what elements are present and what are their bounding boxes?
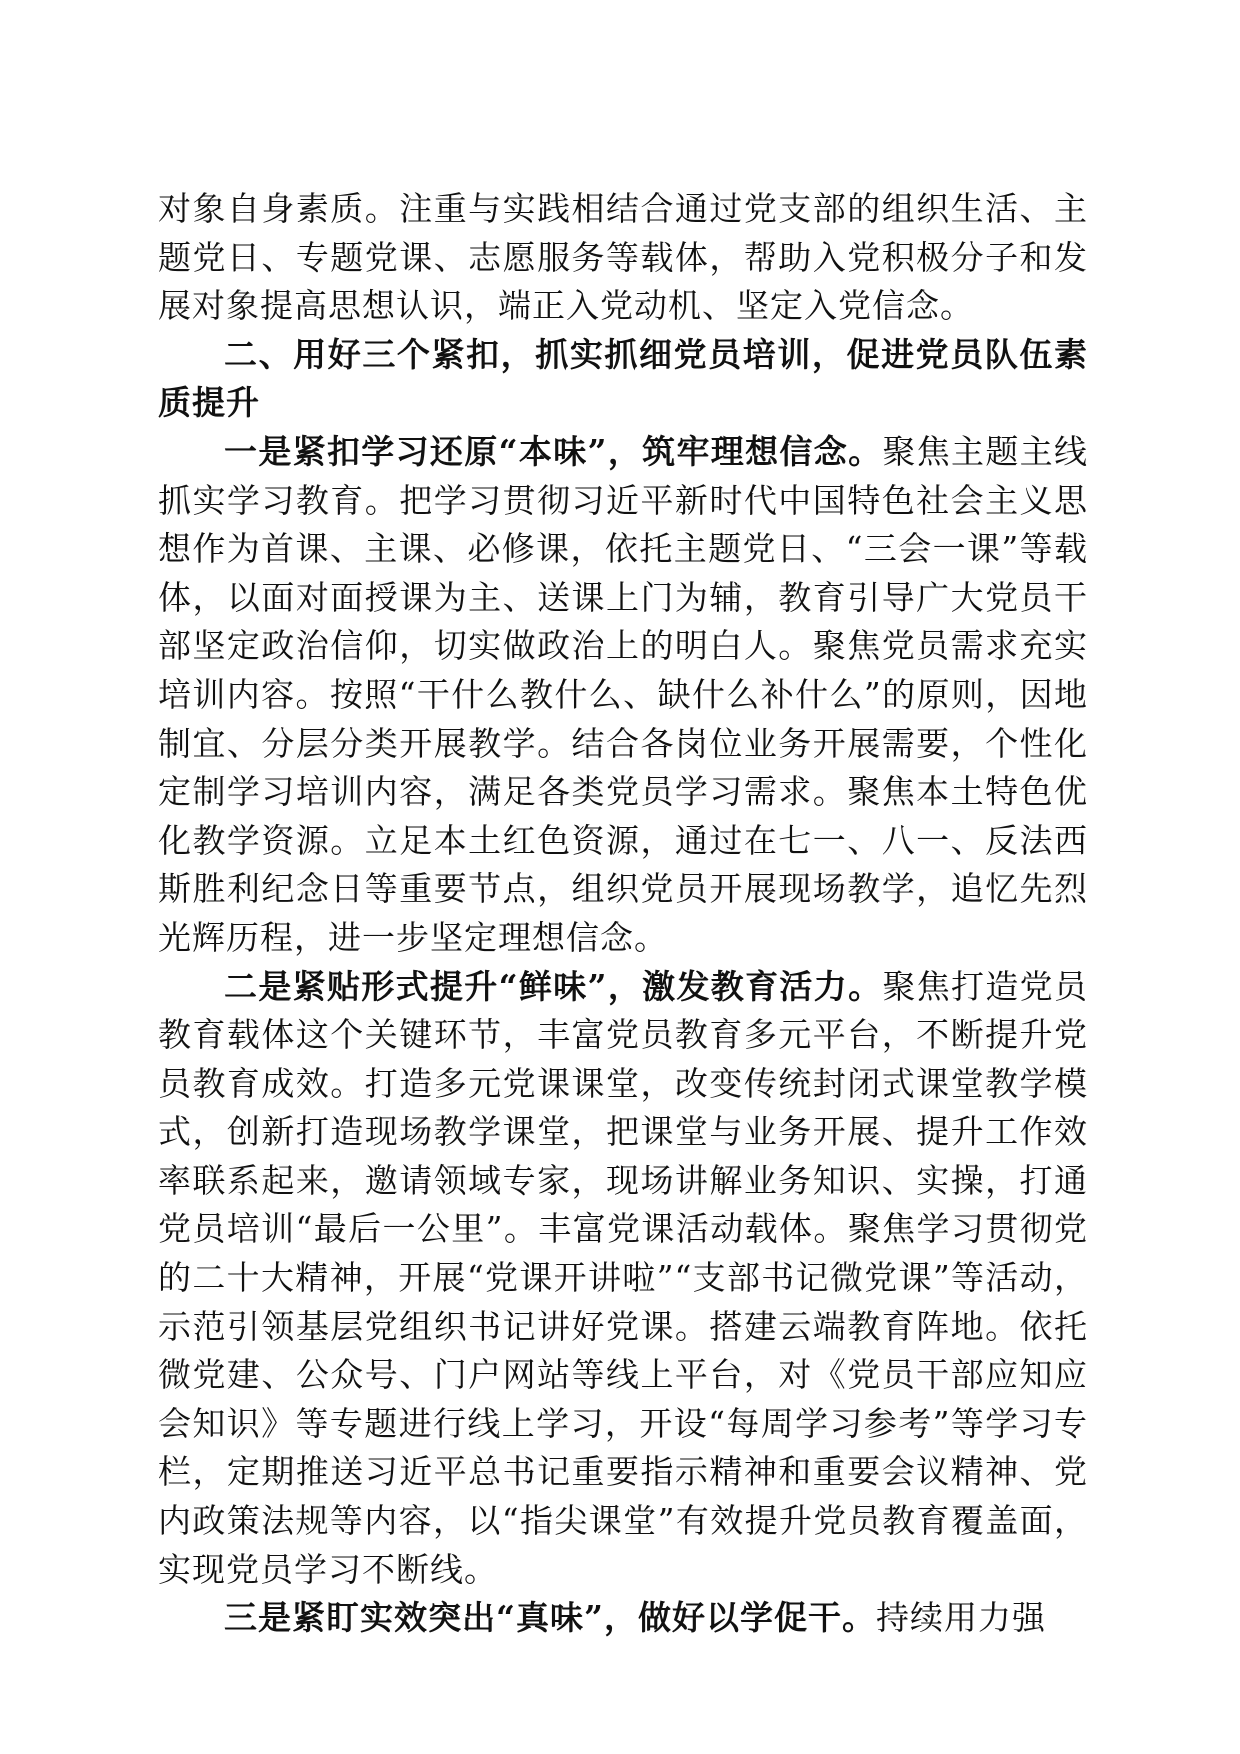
paragraph-text: 聚焦打造党员教育载体这个关键环节，丰富党员教育多元平台，不断提升党员教育成效。打造多元党课课堂，改变传统封闭式课堂教学模式，创新打造现场教学课堂，把课堂与业务开展、提升工作效率联系起来，邀请领域专家，现场讲解业务知识、实操，打通党员培训“最后一公里”。丰富党课活动载体。聚焦学习贯彻党的二十大精神，开展“党课开讲啦”“支部书记微党课”等活动，示范引领基层党组织书记讲好党课。搭建云端教育阵地。依托微党建、公众号、门户网站等线上平台，对《党员干部应知应会知识》等专题进行线上学习，开设“每周学习参考”等学习专栏，定期推送习近平总书记重要指示精神和重要会议精神、党内政策法规等内容，以“指尖课堂”有效提升党员教育覆盖面，实现党员学习不断线。 bbox=[158, 966, 1088, 1589]
paragraph-point-two bbox=[158, 963, 1088, 1595]
paragraph-point-one bbox=[158, 428, 1088, 963]
paragraph-lead: 一是紧扣学习还原“本味”，筑牢理想信念。 bbox=[224, 431, 883, 471]
paragraph-lead: 二是紧贴形式提升“鲜味”，激发教育活力。 bbox=[224, 966, 883, 1006]
paragraph-point-three bbox=[158, 1594, 1088, 1643]
paragraph-text: 对象自身素质。注重与实践相结合通过党支部的组织生活、主题党日、专题党课、志愿服务等载体，帮助入党积极分子和发展对象提高思想认识，端正入党动机、坚定入党信念。 bbox=[158, 189, 1088, 326]
paragraph-continued bbox=[158, 185, 1088, 331]
paragraph-text: 聚焦主题主线抓实学习教育。把学习贯彻习近平新时代中国特色社会主义思想作为首课、主课、必修课，依托主题党日、“三会一课”等载体，以面对面授课为主、送课上门为辅，教育引导广大党员干部坚定政治信仰，切实做政治上的明白人。聚焦党员需求充实培训内容。按照“干什么教什么、缺什么补什么”的原则，因地制宜、分层分类开展教学。结合各岗位业务开展需要，个性化定制学习培训内容，满足各类党员学习需求。聚焦本土特色优化教学资源。立足本土红色资源，通过在七一、八一、反法西斯胜利纪念日等重要节点，组织党员开展现场教学，追忆先烈光辉历程，进一步坚定理想信念。 bbox=[158, 431, 1088, 957]
paragraph-text: 持续用力强 bbox=[875, 1598, 1046, 1638]
section-heading-text: 二、用好三个紧扣，抓实抓细党员培训，促进党员队伍素质提升 bbox=[158, 334, 1088, 423]
document-body bbox=[158, 185, 1088, 1643]
section-heading bbox=[158, 331, 1088, 428]
paragraph-lead: 三是紧盯实效突出“真味”，做好以学促干。 bbox=[224, 1598, 876, 1638]
